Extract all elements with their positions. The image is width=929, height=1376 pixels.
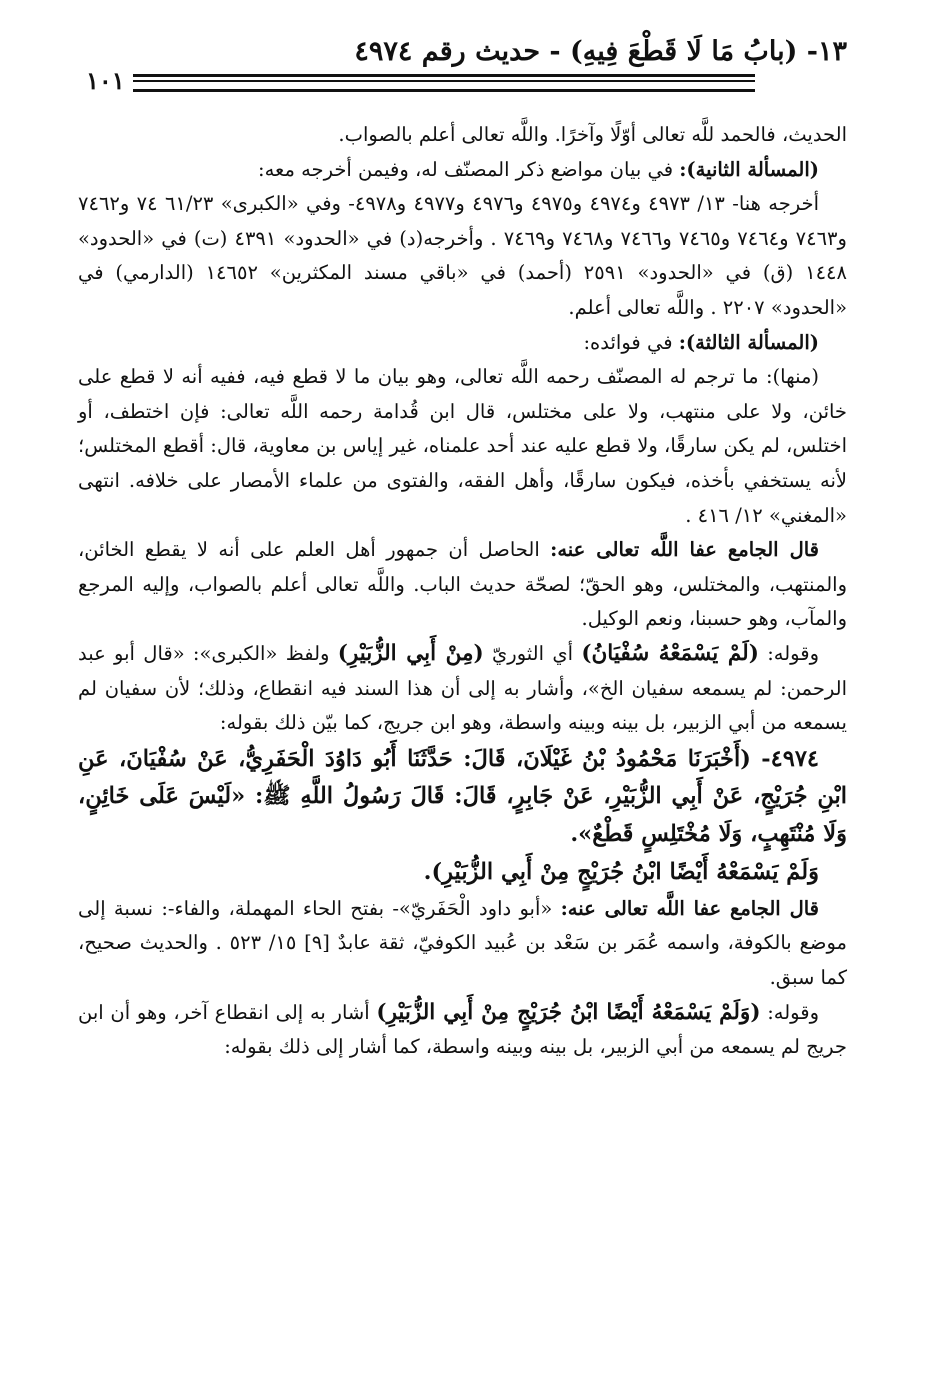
header-rule xyxy=(78,74,755,92)
text-run: ولفظ «الكبرى»: «قال أبو عبد الرحمن: لم يسمعه سفيان الخ»، وأشار به إلى أن هذا السند فيه انقطاع، وذلك؛ لأن سفيان لم يسمعه من أبي الزبير، بل بينه وبينه واسطة، وهو ابن جريج، كما بيّن ذلك بقوله: xyxy=(78,641,847,735)
hadith-text: ٤٩٧٤- (أَخْبَرَنَا مَحْمُودُ بْنُ غَيْلَانَ، قَالَ: حَدَّثَنَا أَبُو دَاوُدَ الْحَفَرِيُّ، عَنْ سُفْيَانَ، عَنِ ابْنِ جُرَيْجٍ، عَنْ أَبِي الزُّبَيْرِ، عَنْ جَابِرٍ، قَالَ: قَالَ رَسُولُ اللَّهِ ﷺ: «لَيْسَ عَلَى خَائِنٍ، وَلَا مُنْتَهِبٍ، وَلَا مُخْتَلِسٍ قَطْعٌ». xyxy=(78,745,847,848)
paragraph xyxy=(78,854,847,892)
text-run: وقوله: xyxy=(760,1000,819,1024)
page-header xyxy=(78,36,847,98)
paragraph xyxy=(78,533,847,637)
text-run: وقوله: xyxy=(758,641,819,665)
paragraph xyxy=(78,741,847,854)
text-run: الحاصل أن جمهور أهل العلم على أنه لا يقطع الخائن، والمنتهب، والمختلس، وهو الحقّ؛ لصحّة حديث الباب. واللَّه تعالى أعلم بالصواب، وإليه المرجع والمآب، وهو حسبنا، ونعم الوكيل. xyxy=(78,538,847,631)
page-body xyxy=(78,118,847,1065)
paragraph xyxy=(78,187,847,325)
quoted-text: (وَلَمْ يَسْمَعْهُ أَيْضًا ابْنُ جُرَيْجٍ مِنْ أَبِي الزُّبَيْرِ) xyxy=(376,999,761,1025)
paragraph xyxy=(78,326,847,361)
bold-heading: قال الجامع عفا اللَّه تعالى عنه: xyxy=(560,896,819,920)
paragraph xyxy=(78,892,847,996)
text-run: الحديث، فالحمد للَّه تعالى أوّلًا وآخرًا. واللَّه تعالى أعلم بالصواب. xyxy=(338,123,847,146)
quoted-text: (مِنْ أَبِي الزُّبَيْرِ) xyxy=(337,640,484,666)
bold-heading: قال الجامع عفا اللَّه تعالى عنه: xyxy=(550,538,819,562)
bold-heading: (المسألة الثانية): xyxy=(679,157,819,181)
bold-heading: (المسألة الثالثة): xyxy=(678,330,819,354)
text-run: أي الثوريّ xyxy=(483,641,582,665)
page-number: ١٠١ xyxy=(78,66,133,95)
text-run: (منها): ما ترجم له المصنّف رحمه اللَّه تعالى، وهو بيان ما لا قطع فيه، ففيه أنه لا قطع على خائن، ولا على منتهب، ولا على مختلس، قال ابن قُدامة رحمه اللَّه تعالى: فإن اختطف، أو اختلس، لم يكن سارقًا، ولا قطع عليه عند أحد علمناه، غير إياس بن معاوية، قال: أقطع المختلس؛ لأنه يستخفي بأخذه، فيكون سارقًا، وأهل الفقه، والفتوى من علماء الأمصار على خلافه. انتهى «المغني» ١٢/ ٤١٦ . xyxy=(78,365,847,527)
paragraph xyxy=(78,153,847,188)
text-run: أشار به إلى انقطاع آخر، وهو أن ابن جريج لم يسمعه من أبي الزبير، بل بينه وبينه واسطة، كما أشار إلى ذلك بقوله: xyxy=(78,1000,847,1059)
paragraph xyxy=(78,118,847,153)
hadith-text: وَلَمْ يَسْمَعْهُ أَيْضًا ابْنُ جُرَيْجٍ مِنْ أَبِي الزُّبَيْرِ). xyxy=(423,859,819,886)
text-run: أخرجه هنا- ١٣/ ٤٩٧٣ و٤٩٧٤ و٤٩٧٥ و٤٩٧٦ و٤٩٧٧ و٤٩٧٨- وفي «الكبرى» ٦١/٢٣ ٧٤ و٧٤٦٢ و٧٤٦٣ و٧٤٦٤ و٧٤٦٥ و٧٤٦٦ و٧٤٦٨ و٧٤٦٩ . وأخرجه(د) في «الحدود» ٤٣٩١ (ت) في «الحدود» ١٤٤٨ (ق) في «الحدود» ٢٥٩١ (أحمد) في «باقي مسند المكثرين» ١٤٦٥٢ (الدارمي) في «الحدود» ٢٢٠٧ . واللَّه تعالى أعلم. xyxy=(78,192,847,319)
paragraph xyxy=(78,637,847,741)
text-run: في فوائده: xyxy=(583,330,679,354)
text-run: في بيان مواضع ذكر المصنّف له، وفيمن أخرجه معه: xyxy=(258,157,680,181)
paragraph xyxy=(78,996,847,1065)
text-run: «أبو داود الْحَفَريّ»- بفتح الحاء المهملة، والفاء-: نسبة إلى موضع بالكوفة، واسمه عُمَر بن سَعْد بن عُبيد الكوفيّ، ثقة عابدٌ [٩] ١٥/ ٥٢٣ . والحديث صحيح، كما سبق. xyxy=(78,896,847,990)
quoted-text: (لَمْ يَسْمَعْهُ سُفْيَانُ) xyxy=(581,640,759,666)
paragraph xyxy=(78,360,847,533)
running-title: ١٣- (بابُ مَا لَا قَطْعَ فِيهِ) - حديث رقم ٤٩٧٤ xyxy=(354,36,847,67)
